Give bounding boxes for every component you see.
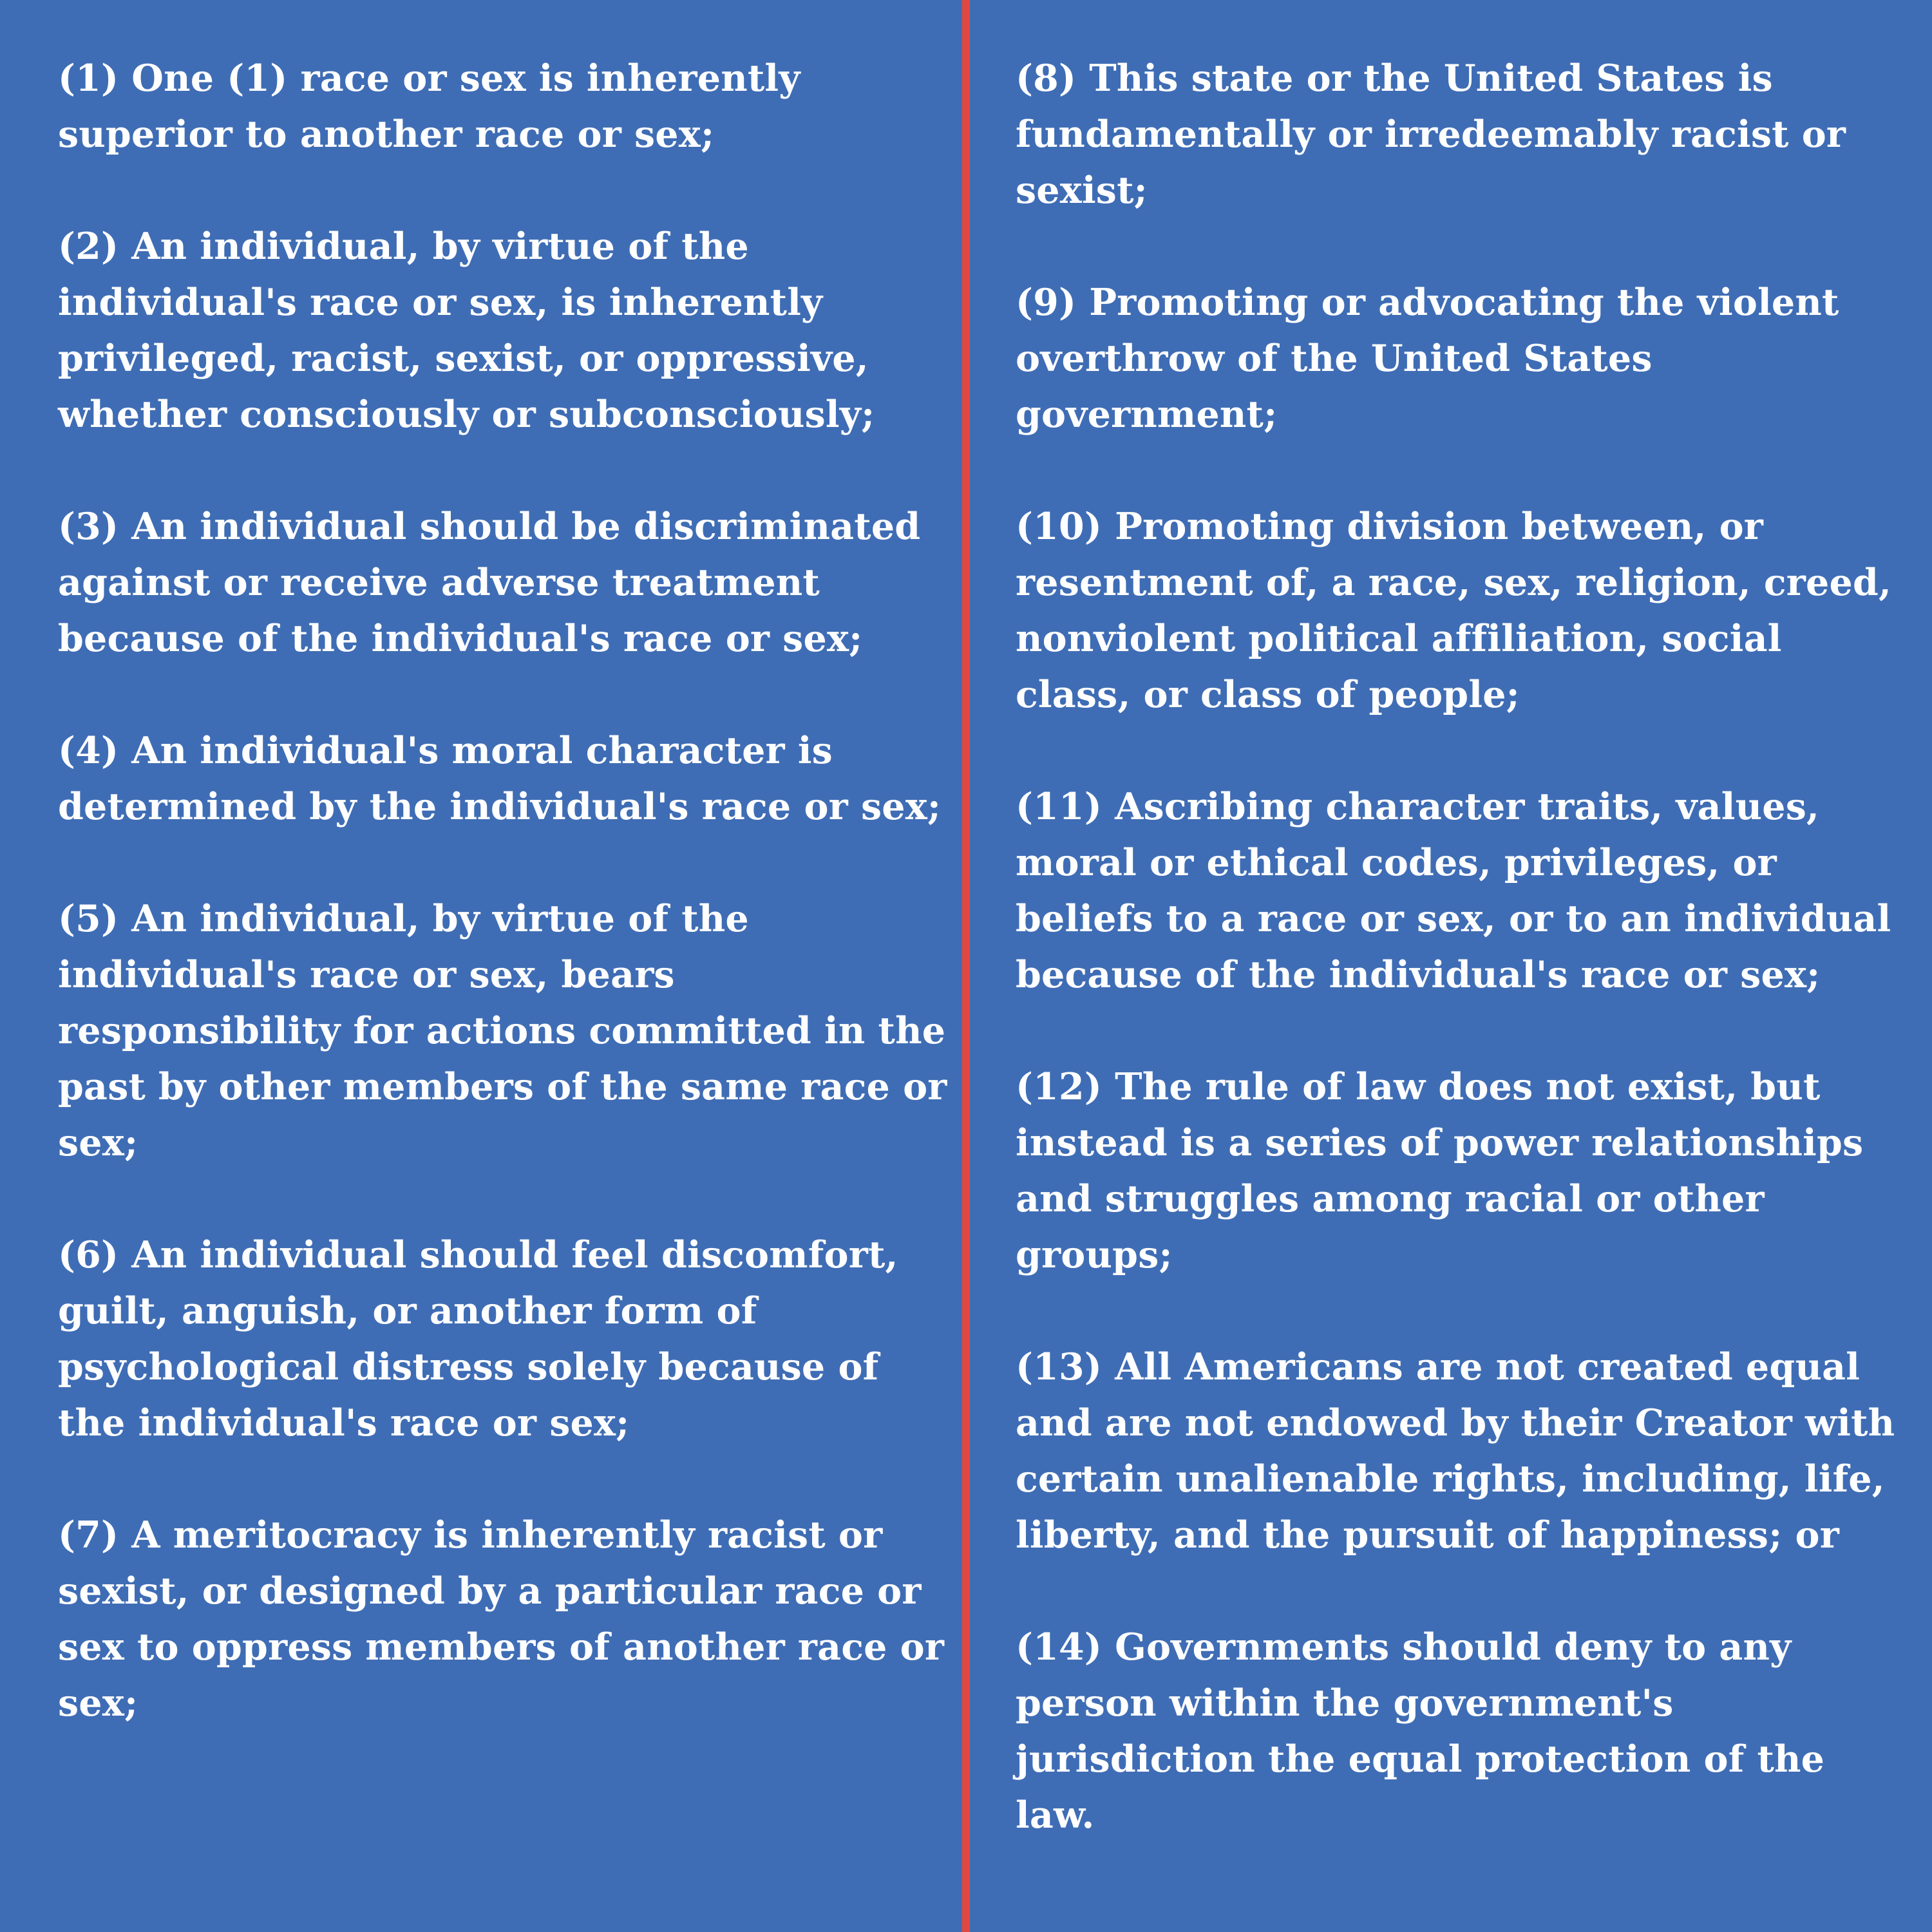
list-item-11: (11) Ascribing character traits, values, moral or ethical codes, privileges, or beliefs to a race or sex, or to an individual because of the individual's race or sex; (1016, 785, 1891, 996)
list-item-4: (4) An individual's moral character is determined by the individual's race or sex; (58, 729, 942, 828)
list-item-1: (1) One (1) race or sex is inherently superior to another race or sex; (58, 57, 800, 156)
list-item-9: (9) Promoting or advocating the violent overthrow of the United States government; (1016, 281, 1839, 436)
list-item-7: (7) A meritocracy is inherently racist or sexist, or designed by a particular race or sex to oppress members of another race or sex; (58, 1513, 945, 1725)
list-item-14: (14) Governments should deny to any person within the government's jurisdiction the equal protection of the law. (1016, 1625, 1825, 1837)
list-item-8: (8) This state or the United States is fundamentally or irredeemably racist or sexist; (1016, 57, 1846, 212)
list-item-3: (3) An individual should be discriminated against or receive adverse treatment because of the individual's race or sex; (58, 505, 921, 660)
list-item-6: (6) An individual should feel discomfort, guilt, anguish, or another form of psychological distress solely because of the individual's race or sex; (58, 1233, 898, 1444)
list-item-12: (12) The rule of law does not exist, but instead is a series of power relationships and struggles among racial or other groups; (1016, 1065, 1864, 1276)
right-column (1016, 50, 1904, 1899)
list-item-5: (5) An individual, by virtue of the individual's race or sex, bears responsibility for actions committed in the past by other members of the same race or sex; (58, 897, 947, 1164)
list-item-2: (2) An individual, by virtue of the individual's race or sex, is inherently privileged, racist, sexist, or oppressive, whether consciously or subconsciously; (58, 225, 875, 436)
list-item-10: (10) Promoting division between, or resentment of, a race, sex, religion, creed, nonviolent political affiliation, social class, or class of people; (1016, 505, 1892, 716)
column-divider (962, 0, 970, 1932)
left-column (58, 50, 953, 1787)
list-item-13: (13) All Americans are not created equal and are not endowed by their Creator with certain unalienable rights, including, life, liberty, and the pursuit of happiness; or (1016, 1345, 1895, 1557)
